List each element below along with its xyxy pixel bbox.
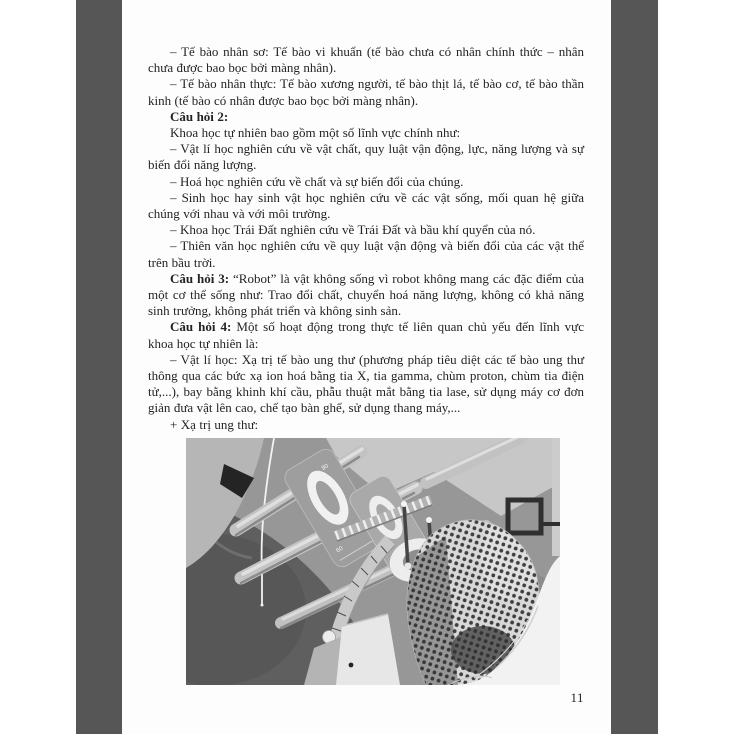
paragraph: + Xạ trị ung thư: xyxy=(170,416,259,432)
radiotherapy-photo xyxy=(186,438,560,685)
paragraph: – Vật lí học: Xạ trị tế bào ung thư (phương pháp tiêu diệt các tế bào ung thư thông qua các bức xạ ion hoá bằng tia X, tia gamma, chùm proton, chùm tia điện tử,...), bay bằng khinh khí cầu, phẫu thuật mắt bằng tia lase, sử dụng máy cơ đơn giản đưa vật lên cao, chế tạo bàn ghế, sử dụng thang máy,... xyxy=(148,351,584,416)
text-block xyxy=(148,44,584,433)
paragraph: Câu hỏi 3: “Robot” là vật không sống vì robot không mang các đặc điểm của một cơ thể sống như: Trao đổi chất, chuyển hoá năng lượng, không có khả năng sinh trưởng, không phát triển và không sinh sản. xyxy=(148,270,584,319)
paragraph: – Tế bào nhân thực: Tế bào xương người, tế bào thịt lá, tế bào cơ, tế bào thần kinh (tế bào có nhân được bao bọc bởi màng nhân). xyxy=(148,76,584,108)
figure-radiotherapy xyxy=(186,438,560,685)
background-strip-right xyxy=(611,0,658,734)
paragraph: – Sinh học hay sinh vật học nghiên cứu về các vật sống, mối quan hệ giữa chúng với nhau và với môi trường. xyxy=(148,189,584,222)
book-page xyxy=(122,0,611,734)
paragraph: – Khoa học Trái Đất nghiên cứu về Trái Đất và bầu khí quyển của nó. xyxy=(170,222,536,238)
svg-text:60: 60 xyxy=(335,545,345,555)
paragraph: Câu hỏi 2: xyxy=(170,108,229,124)
svg-text:90: 90 xyxy=(320,463,330,472)
paragraph: – Tế bào nhân sơ: Tế bào vi khuẩn (tế bào chưa có nhân chính thức – nhân chưa được bao bọc bởi màng nhân). xyxy=(148,44,584,76)
paragraph: – Hoá học nghiên cứu về chất và sự biến đổi của chúng. xyxy=(170,173,464,189)
background-strip-left xyxy=(76,0,122,734)
paragraph: Khoa học tự nhiên bao gồm một số lĩnh vực chính như: xyxy=(170,125,461,141)
page-number: 11 xyxy=(570,690,584,705)
paragraph: – Thiên văn học nghiên cứu về quy luật vận động và biến đổi của các vật thể trên bầu trời. xyxy=(148,238,584,270)
paragraph: – Vật lí học nghiên cứu về vật chất, quy luật vận động, lực, năng lượng và sự biến đổi năng lượng. xyxy=(148,141,584,173)
paragraph: Câu hỏi 4: Một số hoạt động trong thực tế liên quan chủ yếu đến lĩnh vực khoa học tự nhiên là: xyxy=(148,319,584,351)
